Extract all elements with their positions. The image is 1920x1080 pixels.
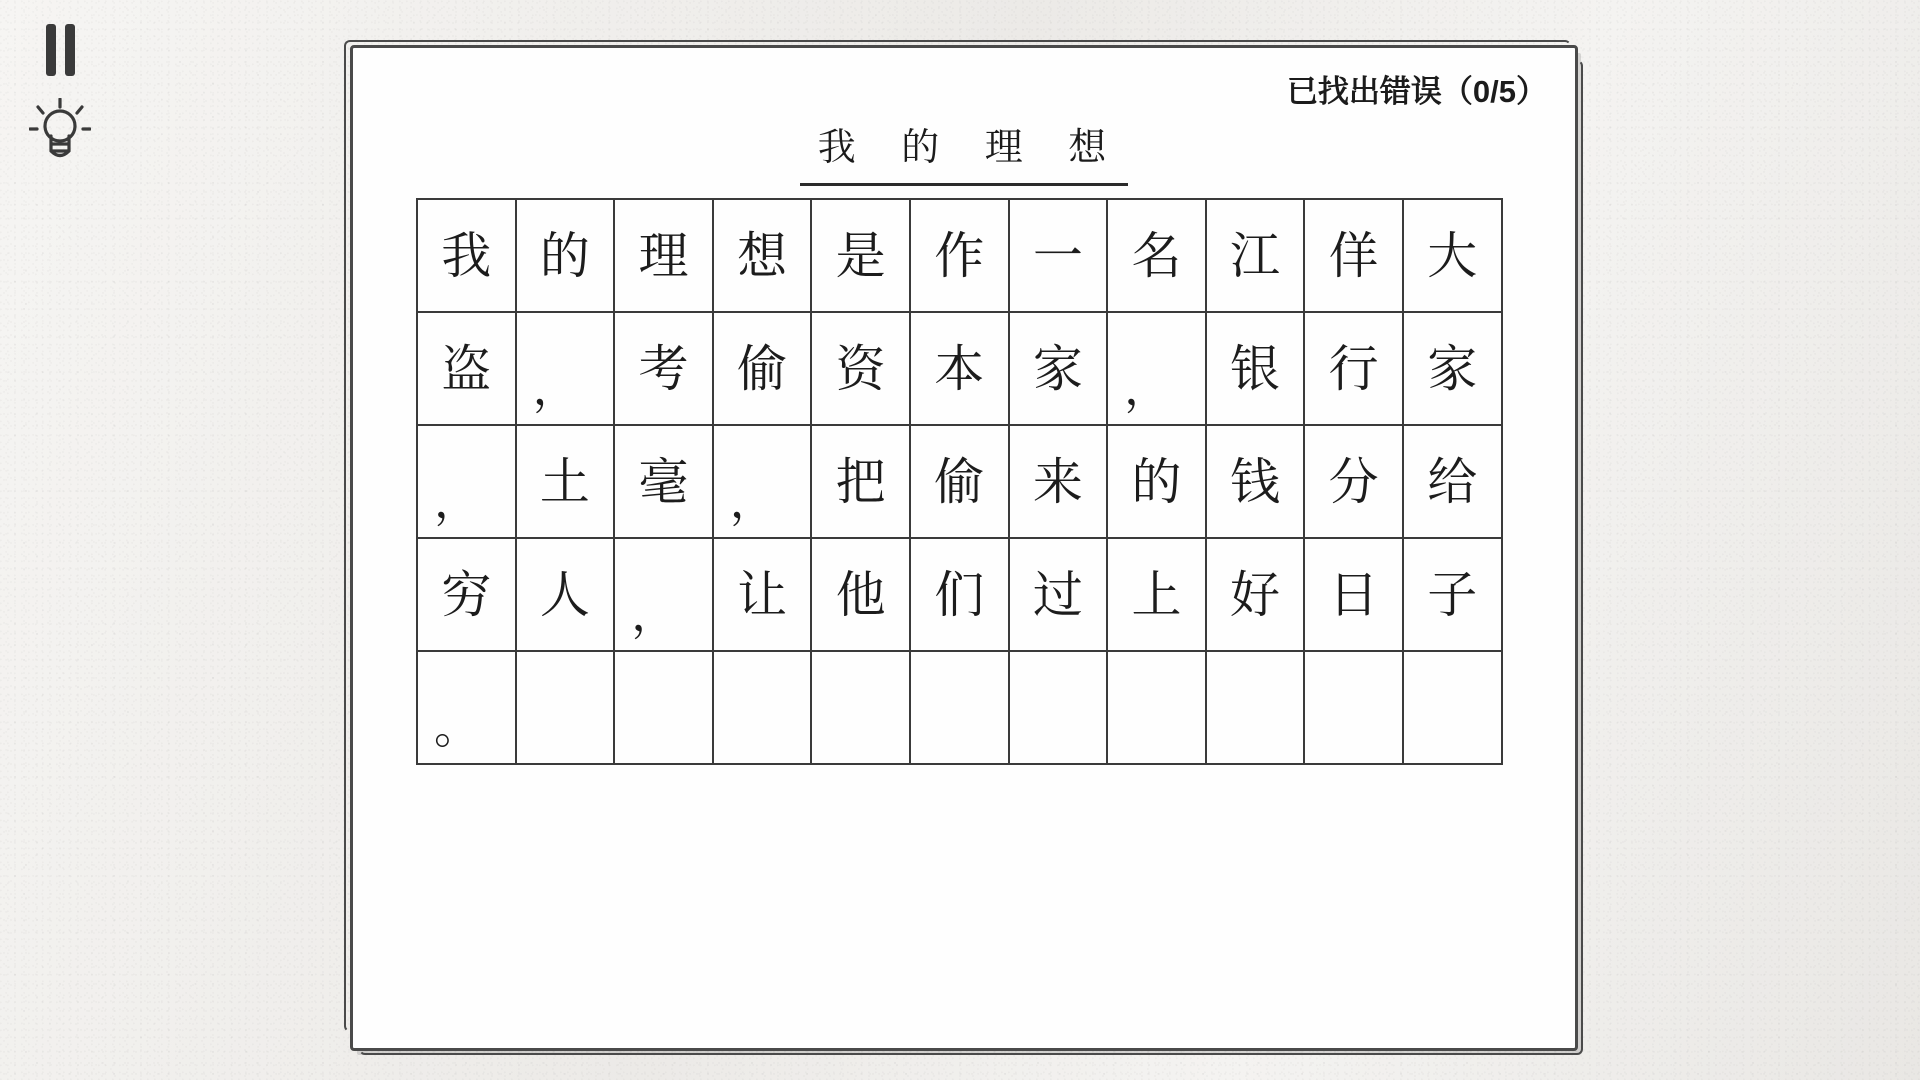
grid-cell[interactable]: 江 [1207,200,1306,313]
grid-cell[interactable]: 把 [812,426,911,539]
grid-cell [1305,652,1404,765]
grid-row [418,426,1503,539]
grid-cell[interactable]: 他 [812,539,911,652]
grid-cell[interactable]: 盗 [418,313,517,426]
grid-cell [812,652,911,765]
grid-cell[interactable]: 让 [714,539,813,652]
character-grid [416,198,1503,765]
grid-cell[interactable]: 银 [1207,313,1306,426]
grid-cell [615,652,714,765]
grid-cell[interactable]: 行 [1305,313,1404,426]
grid-cell[interactable]: 偷 [911,426,1010,539]
essay-title-text: 我 的 理 想 [800,116,1129,186]
grid-cell[interactable]: 好 [1207,539,1306,652]
essay-paper [350,45,1578,1051]
grid-cell[interactable]: ， [418,426,517,539]
essay-title [353,116,1575,186]
grid-cell[interactable]: 佯 [1305,200,1404,313]
error-counter: 已找出错误（0/5） [1286,74,1547,109]
grid-cell[interactable]: ， [517,313,616,426]
grid-row [418,200,1503,313]
grid-cell[interactable]: 资 [812,313,911,426]
grid-cell[interactable]: 过 [1010,539,1109,652]
grid-cell[interactable]: 想 [714,200,813,313]
grid-cell[interactable]: 作 [911,200,1010,313]
grid-cell[interactable]: 名 [1108,200,1207,313]
grid-cell[interactable]: 偷 [714,313,813,426]
grid-cell [517,652,616,765]
grid-cell [1404,652,1503,765]
grid-cell[interactable]: ， [714,426,813,539]
grid-cell[interactable]: 钱 [1207,426,1306,539]
grid-cell[interactable]: 理 [615,200,714,313]
grid-row [418,652,1503,765]
pause-bar-right [65,24,75,76]
pause-button[interactable] [46,24,75,76]
grid-cell[interactable]: 考 [615,313,714,426]
grid-cell[interactable]: 给 [1404,426,1503,539]
grid-cell[interactable]: 上 [1108,539,1207,652]
grid-cell [1207,652,1306,765]
grid-cell[interactable]: 们 [911,539,1010,652]
grid-cell[interactable]: ， [1108,313,1207,426]
grid-cell [911,652,1010,765]
grid-cell[interactable]: 大 [1404,200,1503,313]
grid-cell[interactable]: 土 [517,426,616,539]
hint-bulb-button[interactable] [29,98,91,166]
lightbulb-icon [29,98,91,166]
grid-cell[interactable]: 毫 [615,426,714,539]
grid-cell[interactable]: 分 [1305,426,1404,539]
grid-row [418,539,1503,652]
grid-cell[interactable]: 子 [1404,539,1503,652]
grid-cell[interactable]: 。 [418,652,517,765]
grid-cell[interactable]: 是 [812,200,911,313]
grid-cell[interactable]: 本 [911,313,1010,426]
grid-row [418,313,1503,426]
grid-cell[interactable]: 的 [517,200,616,313]
pause-bar-left [46,24,56,76]
grid-cell[interactable]: 家 [1404,313,1503,426]
grid-cell[interactable]: 穷 [418,539,517,652]
grid-cell[interactable]: ， [615,539,714,652]
grid-cell[interactable]: 家 [1010,313,1109,426]
grid-cell [714,652,813,765]
grid-cell[interactable]: 一 [1010,200,1109,313]
grid-cell[interactable]: 日 [1305,539,1404,652]
grid-cell[interactable]: 人 [517,539,616,652]
grid-cell[interactable]: 我 [418,200,517,313]
left-toolbar [24,24,96,166]
grid-cell [1010,652,1109,765]
grid-cell[interactable]: 来 [1010,426,1109,539]
grid-cell [1108,652,1207,765]
grid-cell[interactable]: 的 [1108,426,1207,539]
